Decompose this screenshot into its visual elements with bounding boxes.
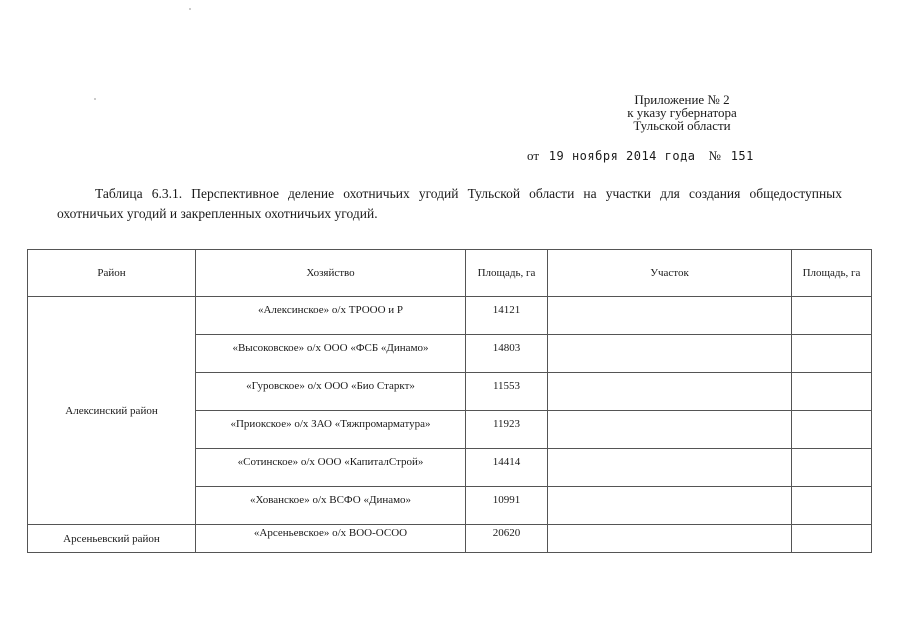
header-area: Площадь, га [466,250,548,297]
farm-cell: «Сотинское» о/х ООО «КапиталСтрой» [196,449,466,487]
table-row [28,297,872,335]
decree-date: 19 ноября 2014 года [548,149,696,163]
plot-cell [548,373,792,411]
area-cell: 10991 [466,487,548,525]
plot-area-cell [792,411,872,449]
table-caption: Таблица 6.3.1. Перспективное деление охотничьих угодий Тульской области на участки для создания общедоступных охотничьих угодий и закрепленных охотничьих угодий. [57,186,842,221]
area-cell: 11923 [466,411,548,449]
farm-cell: «Хованское» о/х ВСФО «Динамо» [196,487,466,525]
plot-cell [548,297,792,335]
plot-cell [548,525,792,553]
plot-cell [548,411,792,449]
farm-cell: «Гуровское» о/х ООО «Био Старкт» [196,373,466,411]
area-cell: 14414 [466,449,548,487]
plot-cell [548,335,792,373]
header-plot-area: Площадь, га [792,250,872,297]
area-cell: 14121 [466,297,548,335]
plot-area-cell [792,373,872,411]
farm-cell: «Высоковское» о/х ООО «ФСБ «Динамо» [196,335,466,373]
area-cell: 11553 [466,373,548,411]
header-district: Район [28,250,196,297]
plot-cell [548,449,792,487]
annex-decree-ref: к указу губернатора [627,105,737,120]
decree-line [527,148,754,164]
header-farm: Хозяйство [196,250,466,297]
farm-cell: «Алексинское» о/х ТРООО и Р [196,297,466,335]
plot-area-cell [792,525,872,553]
plot-cell [548,487,792,525]
table-header-row [28,250,872,297]
header-plot: Участок [548,250,792,297]
plot-area-cell [792,487,872,525]
annex-region: Тульской области [633,118,731,133]
area-cell: 14803 [466,335,548,373]
plot-area-cell [792,335,872,373]
table-row [28,525,872,553]
plot-area-cell [792,297,872,335]
farm-cell: «Приокское» о/х ЗАО «Тяжпромарматура» [196,411,466,449]
decree-from: от [527,148,540,163]
farm-cell: «Арсеньевское» о/х ВОО-ОСОО [196,525,466,553]
decree-number: 151 [730,149,754,163]
decree-number-sign: № [708,148,721,163]
district-cell: Алексинский район [28,297,196,525]
district-cell: Арсеньевский район [28,525,196,553]
scan-speck [189,8,191,10]
hunting-grounds-table [27,249,872,553]
annex-title: Приложение № 2 [634,92,730,107]
area-cell: 20620 [466,525,548,553]
scan-speck [94,98,96,100]
plot-area-cell [792,449,872,487]
annex-header [600,93,764,132]
